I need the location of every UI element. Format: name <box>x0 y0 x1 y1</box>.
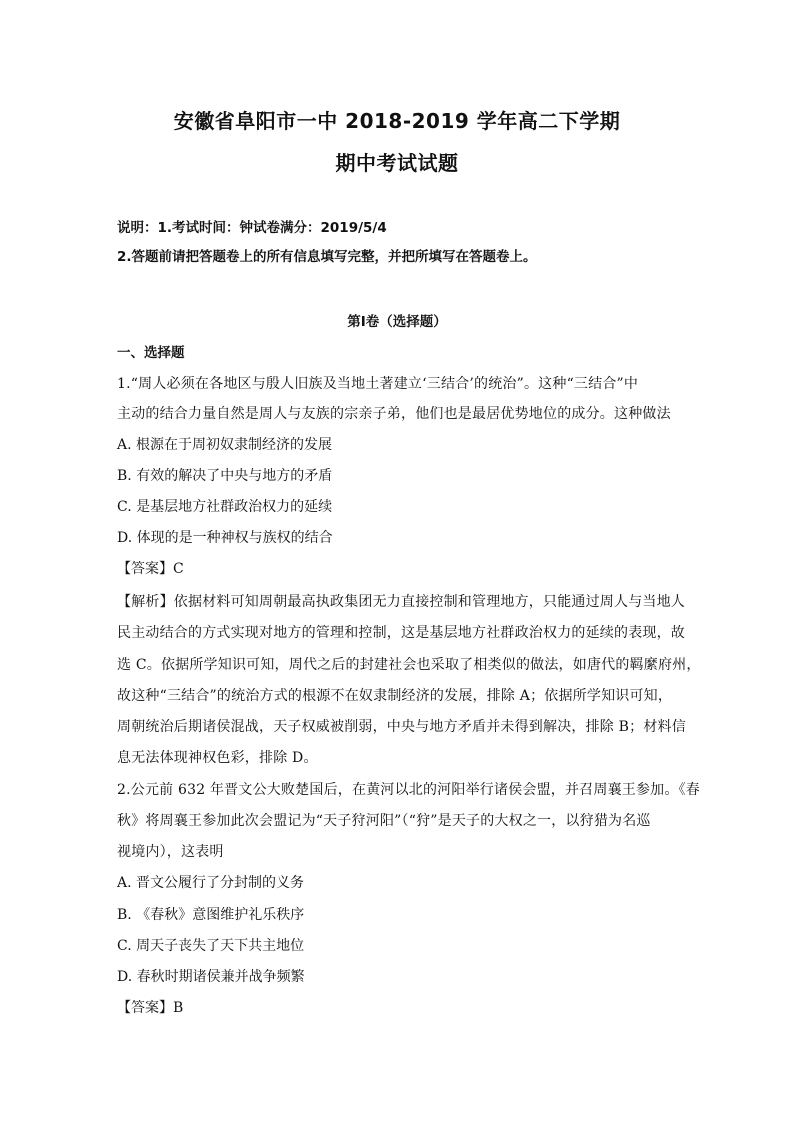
q1-option-d: D. 体现的是一种神权与族权的结合 <box>117 530 333 546</box>
volume-title: 第Ⅰ卷（选择题） <box>347 314 447 330</box>
q2-stem-line-1: 2.公元前 632 年晋文公大败楚国后，在黄河以北的河阳举行诸侯会盟，并召周襄王参加。《春 <box>117 782 700 798</box>
q1-analysis-line-1: 【解析】依据材料可知周朝最高执政集团无力直接控制和管理地方，只能通过周人与当地人 <box>117 594 685 610</box>
document-title: 安徽省阜阳市一中 2018-2019 学年高二下学期 <box>173 109 621 133</box>
q2-stem-line-2: 秋》将周襄王参加此次会盟记为“天子狩河阳”（“狩”是天子的大权之一，以狩猎为名巡 <box>117 813 651 829</box>
part-title: 一、选择题 <box>117 345 185 361</box>
q1-option-a: A. 根源在于周初奴隶制经济的发展 <box>117 437 333 453</box>
q2-option-c: C. 周天子丧失了天下共主地位 <box>117 938 305 954</box>
q2-answer: 【答案】B <box>117 1000 184 1016</box>
q2-option-b: B. 《春秋》意图维护礼乐秩序 <box>117 907 305 923</box>
q1-option-c: C. 是基层地方社群政治权力的延续 <box>117 499 333 515</box>
document-subtitle: 期中考试试题 <box>335 151 459 175</box>
exam-note-line-1: 说明：1.考试时间：钟试卷满分：2019/5/4 <box>117 220 387 236</box>
q2-option-d: D. 春秋时期诸侯兼并战争频繁 <box>117 969 305 985</box>
q1-analysis-line-4: 故这种“三结合”的统治方式的根源不在奴隶制经济的发展，排除 A；依据所学知识可知， <box>117 688 673 704</box>
exam-note-line-2: 2.答题前请把答题卷上的所有信息填写完整，并把所填写在答题卷上。 <box>117 249 537 265</box>
q1-answer: 【答案】C <box>117 561 184 577</box>
q2-option-a: A. 晋文公履行了分封制的义务 <box>117 875 305 891</box>
q1-stem-line-2: 主动的结合力量自然是周人与友族的宗亲子弟，他们也是最居优势地位的成分。这种做法 <box>117 406 671 422</box>
q1-analysis-line-2: 民主动结合的方式实现对地方的管理和控制，这是基层地方社群政治权力的延续的表现，故 <box>117 625 685 641</box>
q2-stem-line-3: 视境内），这表明 <box>117 844 224 860</box>
q1-analysis-line-5: 周朝统治后期诸侯混战，天子权威被削弱，中央与地方矛盾并未得到解决，排除 B；材料信 <box>117 719 686 735</box>
q1-option-b: B. 有效的解决了中央与地方的矛盾 <box>117 468 333 484</box>
q1-analysis-line-6: 息无法体现神权色彩，排除 D。 <box>117 750 318 766</box>
q1-analysis-line-3: 选 C。依据所学知识可知，周代之后的封建社会也采取了相类似的做法，如唐代的羁縻府州， <box>117 657 701 673</box>
q1-stem-line-1: 1.“周人必须在各地区与殷人旧族及当地土著建立‘三结合’的统治”。这种“三结合”中 <box>117 376 639 392</box>
